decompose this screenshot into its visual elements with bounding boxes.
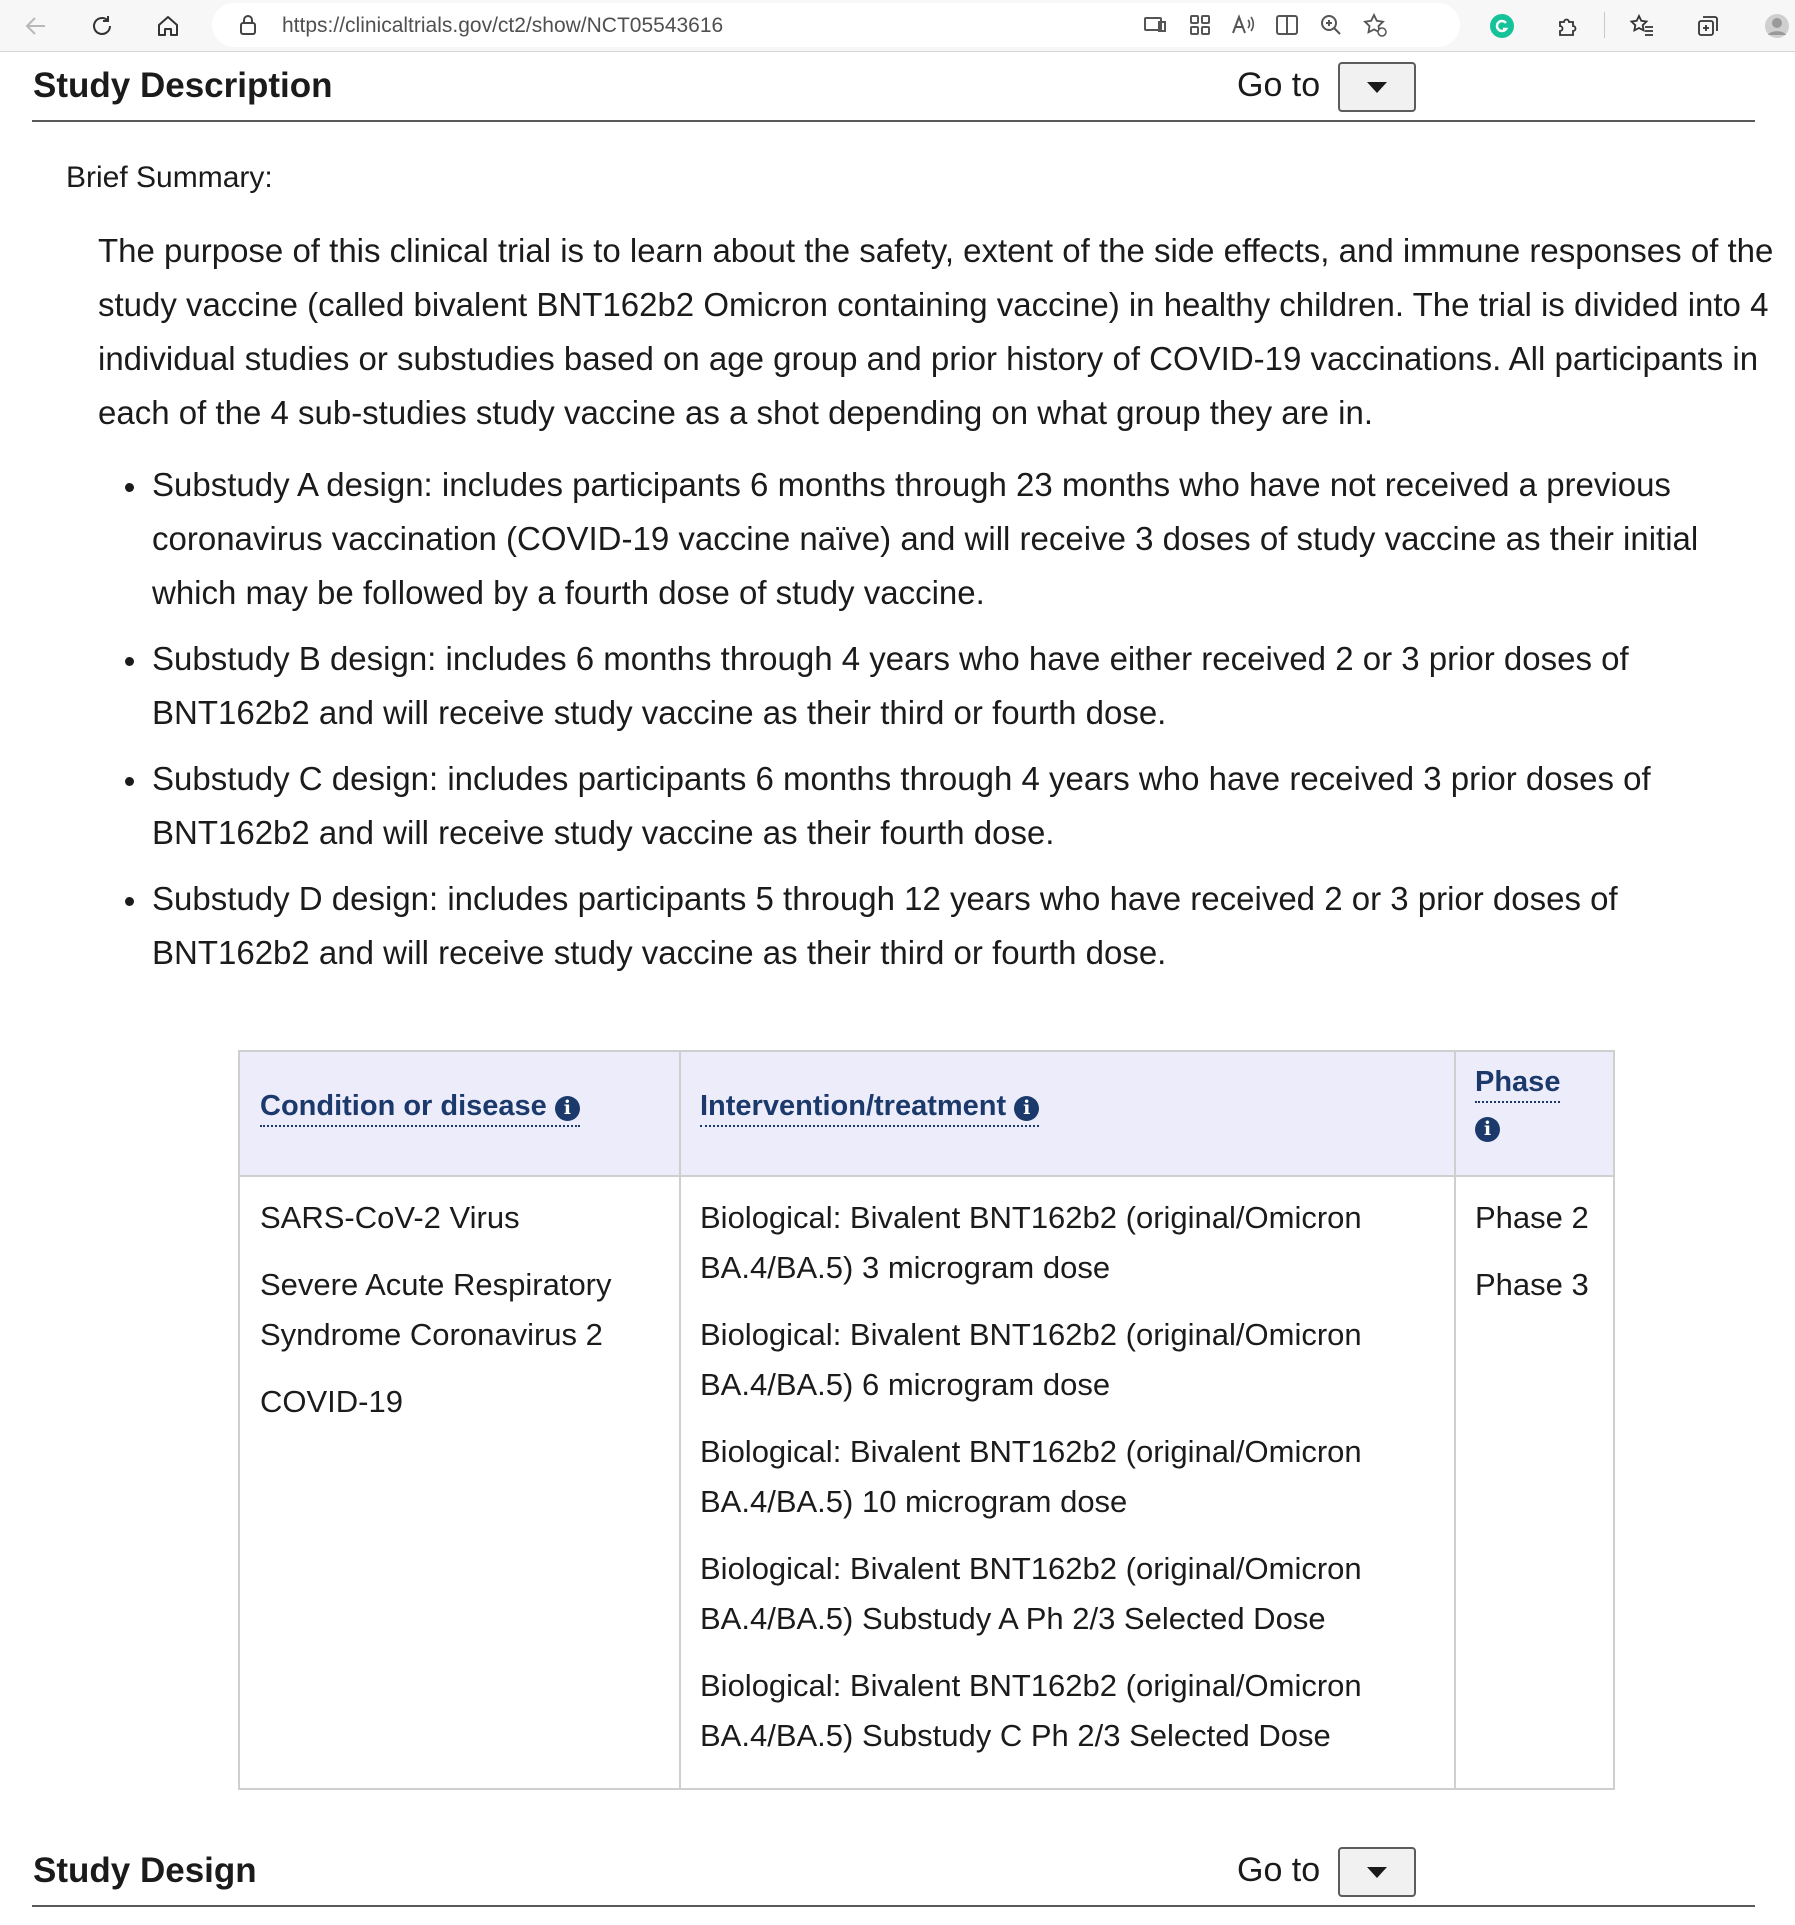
condition-header (260, 1090, 580, 1127)
browser-toolbar (0, 0, 1795, 52)
intervention-item: Biological: Bivalent BNT162b2 (original/Omicron BA.4/BA.5) Substudy A Ph 2/3 Selected Dose (700, 1551, 1362, 1636)
substudy-c-item: Substudy C design: includes participants 6 months through 4 years who have received 3 prior doses of BNT162b2 and will receive study vaccine as their fourth dose. (152, 752, 1762, 860)
column-divider (679, 1052, 681, 1788)
grammarly-extension-button[interactable] (1482, 6, 1522, 46)
intervention-item: Biological: Bivalent BNT162b2 (original/Omicron BA.4/BA.5) 3 microgram dose (700, 1200, 1362, 1285)
phase-item: Phase 3 (1475, 1267, 1589, 1302)
column-divider (1454, 1052, 1456, 1788)
home-button[interactable] (148, 6, 188, 46)
profile-button[interactable] (1757, 6, 1795, 46)
intervention-header-label: Intervention/treatment (700, 1090, 1007, 1122)
condition-header-label: Condition or disease (260, 1090, 547, 1122)
caret-down-icon (1367, 1867, 1387, 1878)
phase-header-link[interactable]: Phase (1475, 1066, 1560, 1103)
puzzle-icon (1555, 13, 1581, 39)
address-bar[interactable] (212, 3, 1460, 47)
condition-item: SARS-CoV-2 Virus (260, 1200, 520, 1235)
phases-cell (1475, 1193, 1605, 1327)
read-aloud-icon[interactable] (1230, 12, 1256, 38)
condition-item: Severe Acute Respiratory Syndrome Coronavirus 2 (260, 1267, 612, 1352)
apps-grid-icon[interactable] (1187, 12, 1213, 38)
study-description-header (32, 52, 1755, 122)
conditions-table (238, 1050, 1615, 1790)
goto-dropdown-button[interactable] (1338, 62, 1416, 112)
toolbar-separator (1604, 12, 1605, 38)
interventions-cell (700, 1193, 1390, 1778)
intervention-item: Biological: Bivalent BNT162b2 (original/Omicron BA.4/BA.5) Substudy C Ph 2/3 Selected Dose (700, 1668, 1362, 1753)
intervention-header (700, 1090, 1039, 1127)
info-icon[interactable]: i (555, 1096, 580, 1121)
immersive-reader-icon[interactable] (1274, 12, 1300, 38)
goto-dropdown-button[interactable] (1338, 1847, 1416, 1897)
study-description-title: Study Description (33, 66, 333, 105)
brief-summary-label: Brief Summary: (66, 161, 273, 194)
grammarly-icon (1489, 13, 1515, 39)
substudy-a-item: Substudy A design: includes participants 6 months through 23 months who have not received a previous coronavirus vaccination (COVID-19 vaccine naïve) and will receive 3 doses of study vaccine as their initial which may be followed by a fourth dose of study vaccine. (152, 458, 1762, 620)
collections-icon (1695, 13, 1721, 39)
app-available-icon[interactable] (1142, 12, 1168, 38)
phase-column (1475, 1052, 1610, 1788)
profile-avatar-icon (1764, 13, 1790, 39)
add-favorite-icon[interactable] (1362, 12, 1388, 38)
back-button[interactable] (16, 6, 56, 46)
info-icon[interactable]: i (1014, 1096, 1039, 1121)
lock-icon (236, 13, 260, 37)
phase-item: Phase 2 (1475, 1200, 1589, 1235)
intervention-column (700, 1052, 1440, 1788)
study-design-title: Study Design (33, 1851, 257, 1890)
phase-header (1475, 1066, 1575, 1142)
collections-button[interactable] (1688, 6, 1728, 46)
info-icon[interactable]: i (1475, 1117, 1500, 1142)
favorites-icon (1629, 13, 1655, 39)
url-text: https://clinicaltrials.gov/ct2/show/NCT05543616 (282, 14, 724, 37)
goto-label: Go to (1237, 66, 1321, 104)
condition-column (260, 1052, 670, 1788)
substudy-list (152, 458, 1762, 992)
intervention-item: Biological: Bivalent BNT162b2 (original/Omicron BA.4/BA.5) 6 microgram dose (700, 1317, 1362, 1402)
extensions-button[interactable] (1548, 6, 1588, 46)
condition-item: COVID-19 (260, 1384, 403, 1419)
substudy-b-item: Substudy B design: includes 6 months through 4 years who have either received 2 or 3 prior doses of BNT162b2 and will receive study vaccine as their third or fourth dose. (152, 632, 1762, 740)
back-arrow-icon (23, 13, 49, 39)
caret-down-icon (1367, 82, 1387, 93)
condition-header-link[interactable] (260, 1090, 580, 1127)
zoom-icon[interactable] (1318, 12, 1344, 38)
reload-icon (89, 13, 115, 39)
home-icon (155, 13, 181, 39)
intervention-item: Biological: Bivalent BNT162b2 (original/Omicron BA.4/BA.5) 10 microgram dose (700, 1434, 1362, 1519)
goto-label: Go to (1237, 1851, 1321, 1889)
conditions-cell (260, 1193, 660, 1444)
substudy-d-item: Substudy D design: includes participants 5 through 12 years who have received 2 or 3 prior doses of BNT162b2 and will receive study vaccine as their third or fourth dose. (152, 872, 1762, 980)
study-design-header (32, 1837, 1755, 1907)
reload-button[interactable] (82, 6, 122, 46)
brief-summary-text: The purpose of this clinical trial is to learn about the safety, extent of the side effects, and immune responses of the study vaccine (called bivalent BNT162b2 Omicron containing vaccine) in healthy children. The trial is divided into 4 individual studies or substudies based on age group and prior history of COVID-19 vaccinations. All participants in each of the 4 sub-studies study vaccine as a shot depending on what group they are in. (98, 232, 1774, 431)
favorites-button[interactable] (1622, 6, 1662, 46)
intervention-header-link[interactable] (700, 1090, 1039, 1127)
